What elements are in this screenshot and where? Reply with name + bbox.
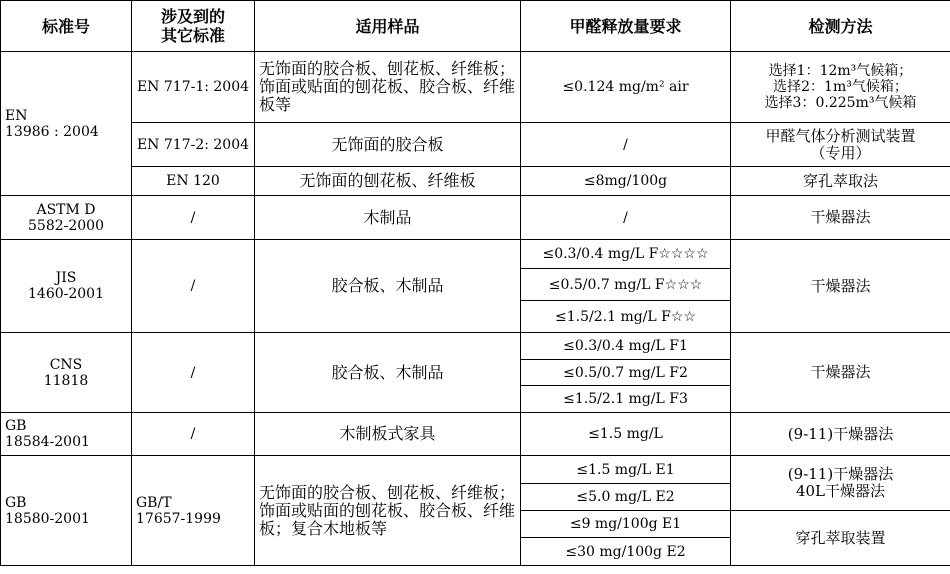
requirement: ≤0.5/0.7 mg/L F☆☆☆ bbox=[521, 269, 731, 301]
header-other-standards: 涉及到的 其它标准 bbox=[132, 1, 255, 52]
requirement: ≤1.5 mg/L E1 bbox=[521, 456, 731, 484]
test-method: (9-11)干燥器法 40L干燥器法 bbox=[731, 456, 950, 511]
header-standard-no: 标准号 bbox=[1, 1, 132, 52]
requirement: ≤1.5/2.1 mg/L F☆☆ bbox=[521, 301, 731, 333]
sample: 无饰面的胶合板、刨花板、纤维板；饰面或贴面的刨花板、胶合板、纤维板；复合木地板等 bbox=[255, 456, 521, 566]
table-row bbox=[1, 240, 950, 269]
table-row bbox=[1, 413, 950, 456]
sample: 木制品 bbox=[255, 196, 521, 240]
test-method: 干燥器法 bbox=[731, 333, 950, 413]
requirement: ≤0.3/0.4 mg/L F☆☆☆☆ bbox=[521, 240, 731, 269]
other-standard: / bbox=[132, 333, 255, 413]
requirement: / bbox=[521, 196, 731, 240]
standard-cns: CNS 11818 bbox=[1, 333, 132, 413]
test-method: (9-11)干燥器法 bbox=[731, 413, 950, 456]
sample: 无饰面的胶合板 bbox=[255, 123, 521, 167]
test-method: 选择1：12m³气候箱； 选择2：1m³气候箱； 选择3：0.225m³气候箱 bbox=[731, 52, 950, 123]
other-standard: / bbox=[132, 240, 255, 333]
table-row bbox=[1, 167, 950, 196]
requirement: ≤1.5/2.1 mg/L F3 bbox=[521, 386, 731, 413]
other-standard: EN 717-1: 2004 bbox=[132, 52, 255, 123]
header-formaldehyde-requirement: 甲醛释放量要求 bbox=[521, 1, 731, 52]
requirement: / bbox=[521, 123, 731, 167]
other-standard: / bbox=[132, 413, 255, 456]
requirement: ≤30 mg/100g E2 bbox=[521, 538, 731, 566]
other-standard: EN 120 bbox=[132, 167, 255, 196]
standard-en-13986: EN 13986 : 2004 bbox=[1, 52, 132, 196]
other-standard: / bbox=[132, 196, 255, 240]
table-header-row bbox=[1, 1, 950, 52]
table-row bbox=[1, 196, 950, 240]
test-method: 穿孔萃取法 bbox=[731, 167, 950, 196]
test-method: 穿孔萃取装置 bbox=[731, 511, 950, 566]
other-standard: GB/T 17657-1999 bbox=[132, 456, 255, 566]
requirement: ≤0.3/0.4 mg/L F1 bbox=[521, 333, 731, 360]
standard-gb-18580: GB 18580-2001 bbox=[1, 456, 132, 566]
requirement: ≤0.124 mg/m² air bbox=[521, 52, 731, 123]
header-test-method: 检测方法 bbox=[731, 1, 950, 52]
requirement: ≤0.5/0.7 mg/L F2 bbox=[521, 360, 731, 386]
requirement: ≤9 mg/100g E1 bbox=[521, 511, 731, 538]
sample: 胶合板、木制品 bbox=[255, 240, 521, 333]
sample: 木制板式家具 bbox=[255, 413, 521, 456]
test-method: 干燥器法 bbox=[731, 196, 950, 240]
test-method: 干燥器法 bbox=[731, 240, 950, 333]
standard-jis: JIS 1460-2001 bbox=[1, 240, 132, 333]
table-row bbox=[1, 123, 950, 167]
table-row bbox=[1, 456, 950, 484]
sample: 无饰面的胶合板、刨花板、纤维板；饰面或贴面的刨花板、胶合板、纤维板等 bbox=[255, 52, 521, 123]
standard-astm: ASTM D 5582-2000 bbox=[1, 196, 132, 240]
sample: 无饰面的刨花板、纤维板 bbox=[255, 167, 521, 196]
standard-gb-18584: GB 18584-2001 bbox=[1, 413, 132, 456]
header-applicable-samples: 适用样品 bbox=[255, 1, 521, 52]
table-row bbox=[1, 52, 950, 123]
other-standard: EN 717-2: 2004 bbox=[132, 123, 255, 167]
requirement: ≤1.5 mg/L bbox=[521, 413, 731, 456]
sample: 胶合板、木制品 bbox=[255, 333, 521, 413]
requirement: ≤5.0 mg/L E2 bbox=[521, 484, 731, 511]
table-row bbox=[1, 333, 950, 360]
requirement: ≤8mg/100g bbox=[521, 167, 731, 196]
test-method: 甲醛气体分析测试装置 （专用） bbox=[731, 123, 950, 167]
